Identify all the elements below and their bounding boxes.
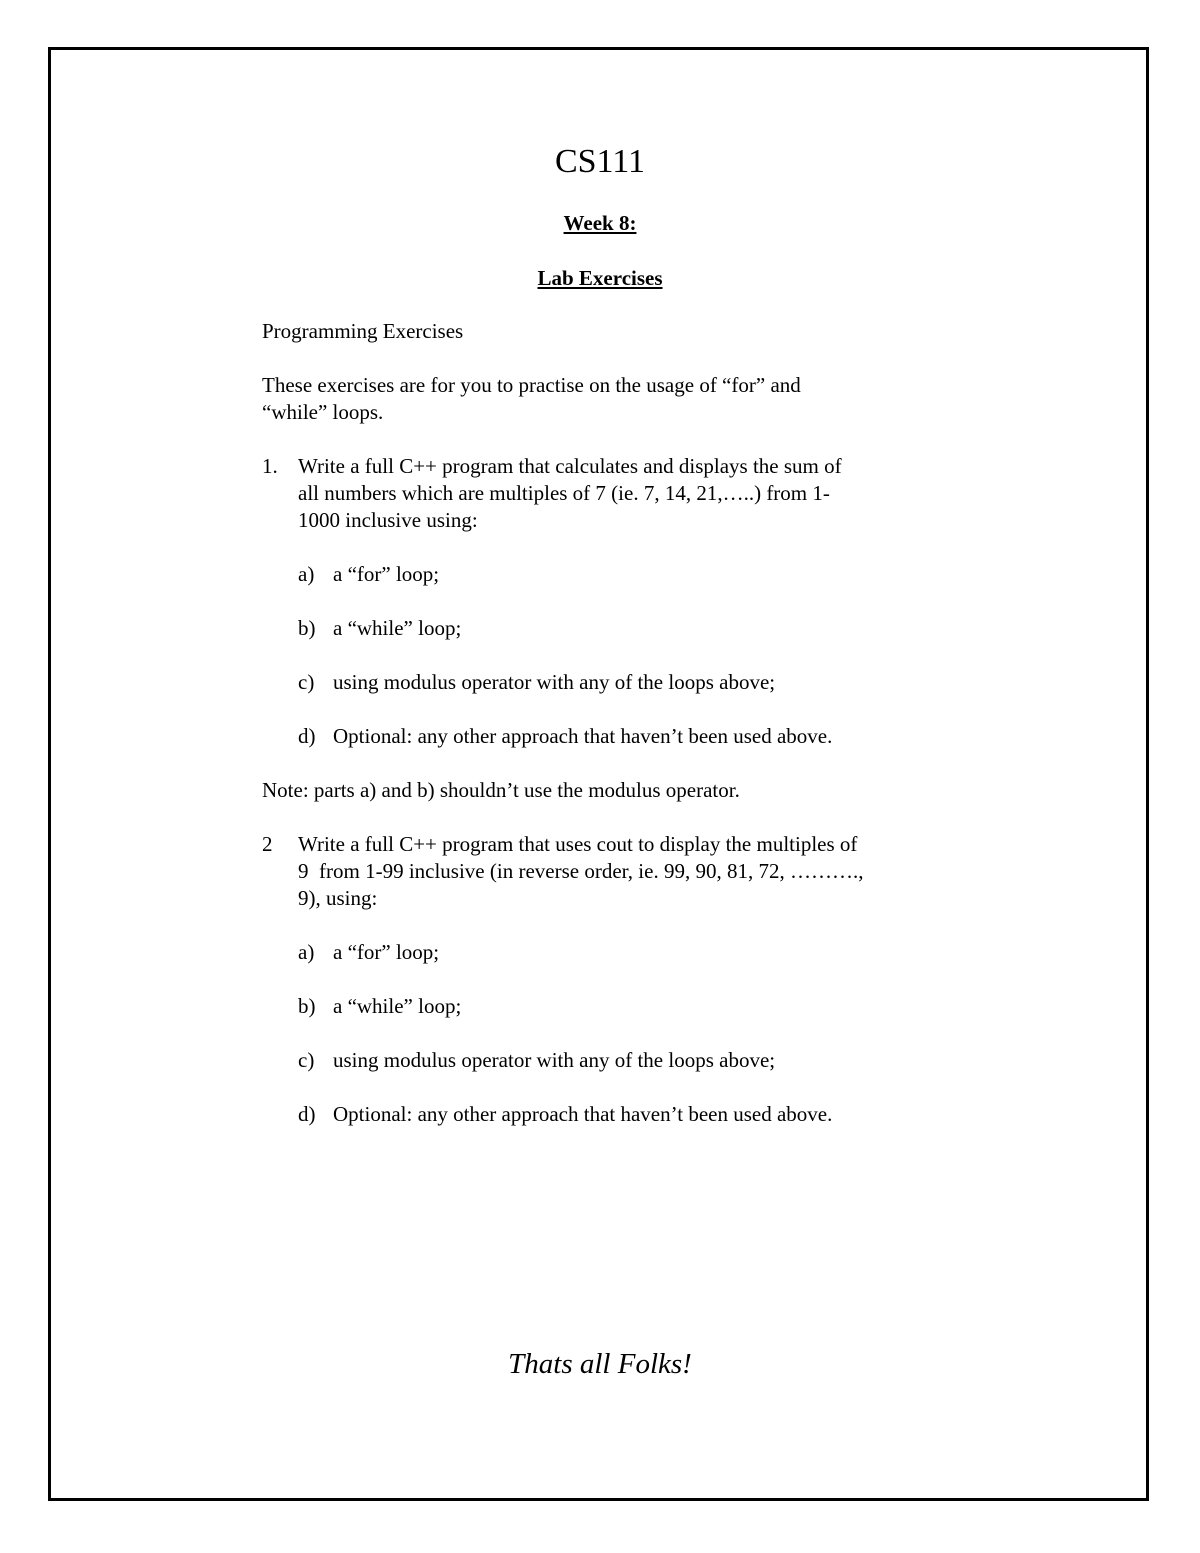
exercise-2-line-3: 9), using: [298,886,378,910]
exercise-1-line-2: all numbers which are multiples of 7 (ie. 7, 14, 21,…..) from 1- [298,481,830,505]
exercise-2-part-b-text: a “while” loop; [333,994,462,1018]
exercise-1-line-1: Write a full C++ program that calculates and displays the sum of [298,454,842,478]
exercise-2-part-a-text: a “for” loop; [333,940,440,964]
exercise-2-part-d-text: Optional: any other approach that haven’t been used above. [333,1102,833,1126]
intro-paragraph-line-2: “while” loops. [262,400,384,424]
note-text: Note: parts a) and b) shouldn’t use the modulus operator. [262,778,740,802]
exercise-2-line-2: 9 from 1-99 inclusive (in reverse order, ie. 99, 90, 81, 72, ………., [298,859,864,883]
exercise-1-part-c-letter: c) [298,670,315,694]
exercise-1-part-a-text: a “for” loop; [333,562,440,586]
exercise-1-part-a-letter: a) [298,562,315,586]
exercise-1-part-b-letter: b) [298,616,316,640]
exercise-1-number: 1. [262,454,278,478]
week-heading: Week 8: [563,211,637,235]
section-heading: Programming Exercises [262,319,464,343]
exercise-2-part-c-text: using modulus operator with any of the loops above; [333,1048,776,1072]
lab-exercises-heading: Lab Exercises [537,266,663,290]
exercise-2-part-a-letter: a) [298,940,315,964]
intro-paragraph-line-1: These exercises are for you to practise on the usage of “for” and [262,373,801,397]
course-title: CS111 [554,143,646,180]
exercise-2-part-b-letter: b) [298,994,316,1018]
exercise-2-line-1: Write a full C++ program that uses cout to display the multiples of [298,832,858,856]
exercise-2-part-c-letter: c) [298,1048,315,1072]
exercise-1-line-3: 1000 inclusive using: [298,508,478,532]
exercise-1-part-b-text: a “while” loop; [333,616,462,640]
closing-remark: Thats all Folks! [508,1348,692,1380]
exercise-1-part-d-text: Optional: any other approach that haven’t been used above. [333,724,833,748]
exercise-2-number: 2 [262,832,273,856]
exercise-2-part-d-letter: d) [298,1102,316,1126]
exercise-1-part-c-text: using modulus operator with any of the loops above; [333,670,776,694]
exercise-1-part-d-letter: d) [298,724,316,748]
